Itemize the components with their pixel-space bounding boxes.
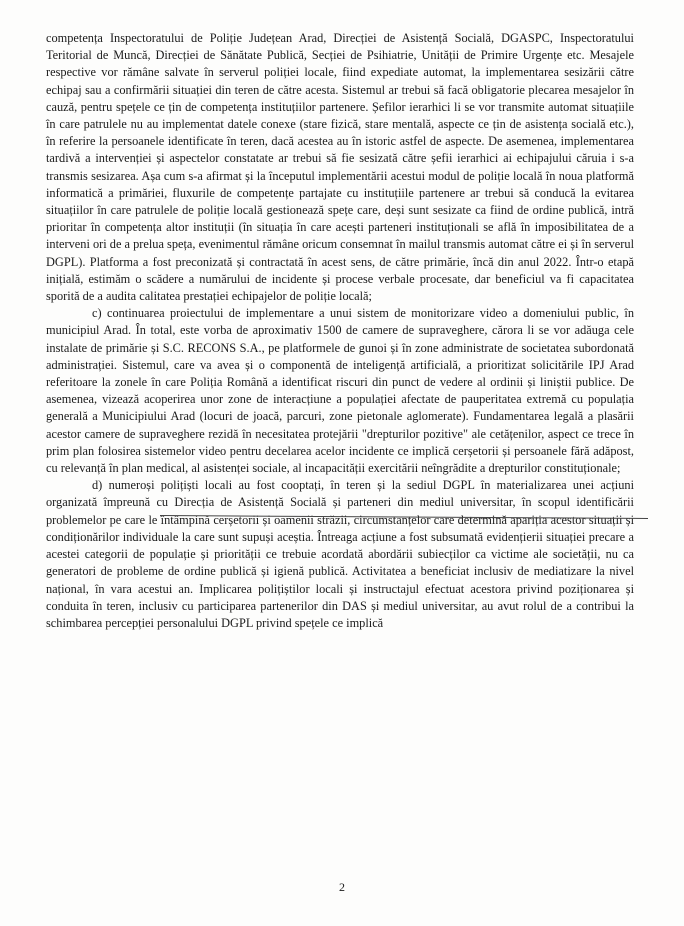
paragraph-competences: competența Inspectoratului de Poliție Județean Arad, Direcției de Asistență Socială, DGASPC, Inspectoratului Teritorial de Muncă, Direcției de Sănătate Publică, Secției de Psihiatrie, Unității de Primire Urgențe etc. Mesajele respective vor rămâne salvate în serverul poliției locale, fiind expediate automat, la implementarea sesizării către echipaj sau a confirmării situației din teren de către acesta. Sistemul ar trebui să facă obligatorie plecarea mesajelor în cauză, pentru spețele ce țin de competența instituțiilor partenere. Șefilor ierarhici li se vor transmite automat situațiile în care patrulele nu au implementat datele conexe (stare fizică, stare mentală, aspecte ce țin de asistența socială etc.), în referire la persoanele identificate în teren, dacă acestea au în istoric astfel de aspecte. De asemenea, implementarea tardivă a intervenției și aspectelor constatate ar trebui să fie sesizată către șefii ierarhici ai echipajului căruia i s-a transmis sesizarea. Așa cum s-a afirmat și la începutul implementării acestui modul de poliție locală în noua platformă informatică a primăriei, fluxurile de competențe partajate cu instituțiile partenere ar trebui să conducă la evitarea situațiilor în care patrulele de poliție locală gestionează spețe care, deși sunt sesizate ca fiind de ordine publică, intră prioritar în competența altor instituții (în situația în care acești parteneri instituționali se află în imposibilitatea de a interveni ori de a prelua speța, evenimentul rămâne oricum consemnat în mailul transmis automat către ei și în serverul DGPL). Platforma a fost preconizată și contractată în acest sens, de către primărie, încă din anul 2022. Într-o etapă inițială, estimăm o scădere a numărului de incidente și procese verbale procesate, dar beneficiul va fi capacitatea sporită de a audita calitatea prestației echipajelor de poliție locală;: [46, 31, 634, 304]
document-body: [46, 30, 634, 632]
paragraph-item-c-video-monitoring: c) continuarea proiectului de implementare a unui sistem de monitorizare video a domeniului public, în municipiul Arad. În total, este vorba de aproximativ 1500 de camere de supraveghere, cărora li se vor adăuga cele instalate de primărie și S.C. RECONS S.A., pe platformele de gunoi și în zone administrate de societatea subordonată administrației. Sistemul, care va avea și o componentă de inteligență artificială, a prioritizat solicitările IPJ Arad referitoare la zonele în care Poliția Română a identificat riscuri din punct de vedere al ordinii și liniștii publice. De asemenea, vizează acoperirea unor zone de interacțiune a populației afectate de pauperitatea extremă cu populația generală a Municipiului Arad (locuri de joacă, parcuri, zone pietonale aglomerate). Fundamentarea legală a plasării acestor camere de supraveghere rezidă în necesitatea protejării "drepturilor pozitive" ale cetățenilor, aspect ce trece în prim plan folosirea sistemelor video pentru decelarea acelor incidente ce implică cerșetorii și persoanele fără adăpost, cu relevanță în plan medical, al asistenței sociale, al incapacității exercitării neîngrădite a drepturilor constituționale;: [46, 306, 634, 476]
page-number: 2: [339, 880, 345, 894]
paragraph-item-d-local-police-action: d) numeroși polițiști locali au fost cooptați, în teren și la sediul DGPL în materializarea unei acțiuni organizată împreună cu Direcția de Asistență Socială și parteneri din mediul universitar, în scopul identificării problemelor pe care le întâmpină cerșetorii și oamenii străzii, circumstanțelor care determină apariția acestor situații și condiționărilor individuale la care sunt supuși aceștia. Întreaga acțiune a fost subsumată evidențierii situației precare a acestei categorii de populație și priorității ce trebuie acordată abordării subiecților ca victime ale societății, nu ca generatori de probleme de ordine publică și igienă publică. Activitatea a beneficiat inclusiv de mediatizare la nivel național, în vara acestui an. Implicarea polițiștilor locali și instructajul efectuat acestora privind poziționarea și conduita în teren, inclusiv cu participarea partenerilor din DAS și mediul universitar, au avut rolul de a contribui la schimbarea percepției personalului DGPL privind spețele ce implică: [46, 478, 634, 630]
